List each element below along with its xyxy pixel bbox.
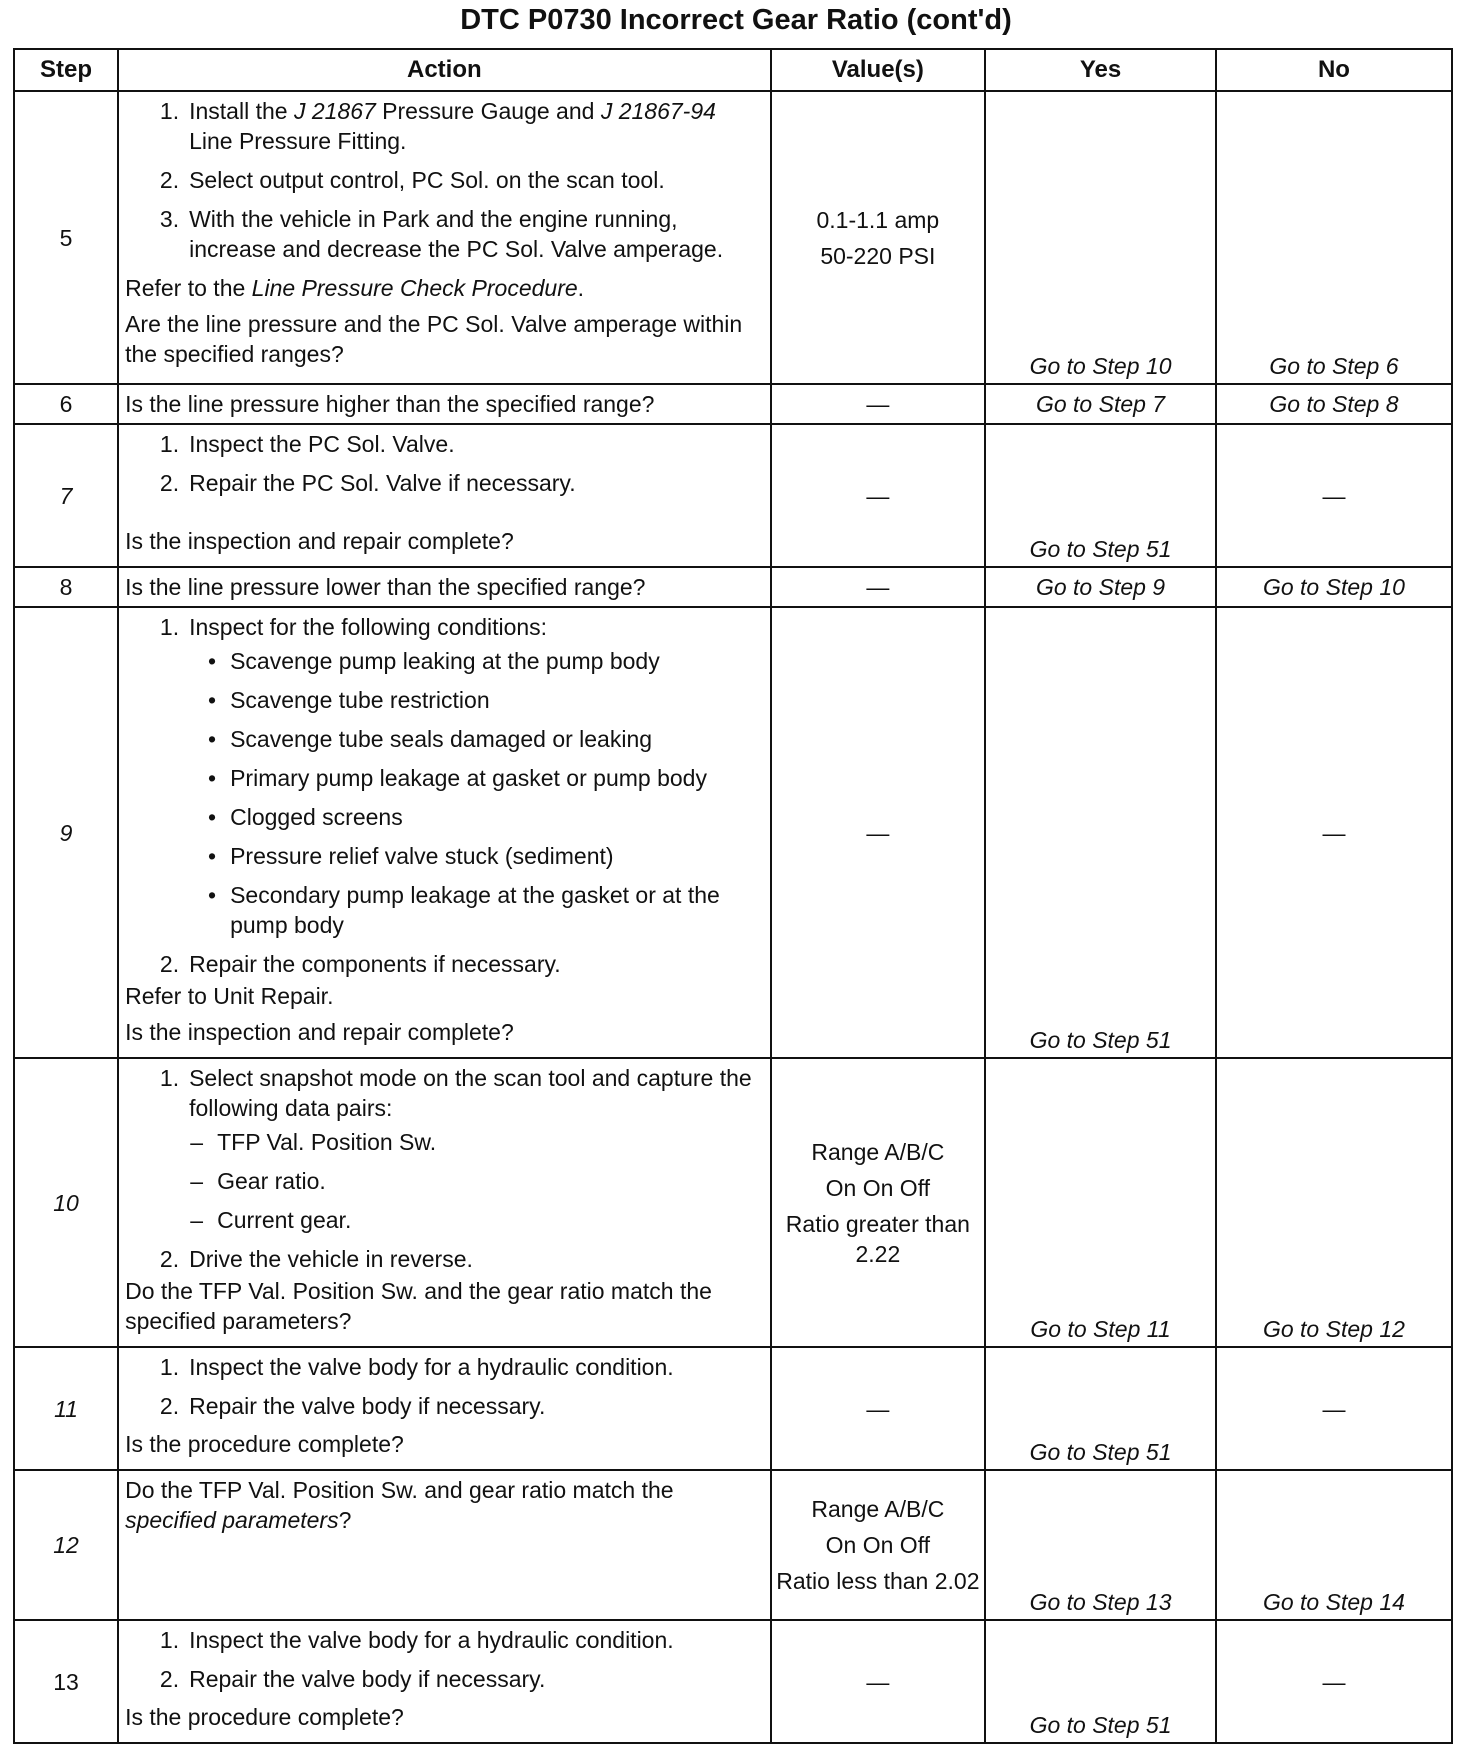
question-text: Are the line pressure and the PC Sol. Valve amperage within the specified ranges? [125, 311, 743, 367]
step-number: 11 [14, 1347, 118, 1470]
action-cell [118, 91, 770, 384]
list-item: 1. Inspect the valve body for a hydraulic condition. [159, 1354, 674, 1380]
action-cell [118, 1347, 770, 1470]
question-text: Is the line pressure higher than the specified range? [118, 384, 770, 424]
question-text: Is the inspection and repair complete? [125, 1019, 514, 1045]
value-text: 50-220 PSI [820, 242, 936, 269]
value-cell: Range A/B/C On On Off Ratio greater than 2.22 [771, 1058, 986, 1347]
value-cell: Range A/B/C On On Off Ratio less than 2.02 [771, 1470, 986, 1620]
numbered-list [125, 1352, 763, 1421]
no-cell: — [1216, 424, 1452, 567]
list-item: • Clogged screens [208, 804, 403, 830]
list-item: • Primary pump leakage at gasket or pump body [208, 765, 707, 791]
list-item: • Pressure relief valve stuck (sediment) [208, 843, 614, 869]
question-text: Do the TFP Val. Position Sw. and the gear ratio match the specified parameters? [125, 1278, 712, 1334]
step-number: 10 [14, 1058, 118, 1347]
action-cell [118, 607, 770, 1058]
header-action: Action [118, 49, 770, 91]
action-cell [118, 1470, 770, 1620]
dash-list [125, 1127, 763, 1235]
table-row [14, 567, 1452, 607]
header-row [14, 49, 1452, 91]
value-cell: — [771, 1347, 986, 1470]
no-cell: — [1216, 1347, 1452, 1470]
list-item: 2. Repair the valve body if necessary. [159, 1666, 546, 1692]
table-row [14, 1470, 1452, 1620]
yes-cell: Go to Step 51 [985, 607, 1216, 1058]
yes-cell: Go to Step 9 [985, 567, 1216, 607]
yes-cell: Go to Step 51 [985, 1620, 1216, 1743]
list-item: • Scavenge tube restriction [208, 687, 490, 713]
table-row [14, 1058, 1452, 1347]
list-item: • Secondary pump leakage at the gasket or at the pump body [208, 882, 720, 938]
yes-cell: Go to Step 10 [985, 91, 1216, 384]
numbered-list [125, 1244, 763, 1274]
question-text: Is the procedure complete? [125, 1431, 404, 1457]
page-title: DTC P0730 Incorrect Gear Ratio (cont'd) [460, 4, 1012, 36]
step-number: 13 [14, 1620, 118, 1743]
no-cell: Go to Step 14 [1216, 1470, 1452, 1620]
step-number: 8 [14, 567, 118, 607]
step-number: 9 [14, 607, 118, 1058]
step-number: 5 [14, 91, 118, 384]
list-item: 2. Repair the PC Sol. Valve if necessary. [159, 470, 576, 496]
no-cell: — [1216, 1620, 1452, 1743]
table-row [14, 424, 1452, 567]
list-item: – Gear ratio. [190, 1168, 326, 1194]
value-cell: — [771, 607, 986, 1058]
no-cell: Go to Step 12 [1216, 1058, 1452, 1347]
yes-cell: Go to Step 51 [985, 1347, 1216, 1470]
step-number: 7 [14, 424, 118, 567]
no-cell: Go to Step 8 [1216, 384, 1452, 424]
yes-cell: Go to Step 51 [985, 424, 1216, 567]
diagnostic-table [13, 48, 1453, 1744]
table-row [14, 607, 1452, 1058]
numbered-list [125, 949, 763, 979]
list-item: 1. Inspect for the following conditions: [159, 614, 548, 640]
table-row [14, 1347, 1452, 1470]
list-item: • Scavenge pump leaking at the pump body [208, 648, 660, 674]
list-item: 2. Repair the valve body if necessary. [159, 1393, 546, 1419]
list-item: • Scavenge tube seals damaged or leaking [208, 726, 653, 752]
value-cell: — [771, 384, 986, 424]
header-step: Step [14, 49, 118, 91]
action-cell [118, 1620, 770, 1743]
list-item: 2. Drive the vehicle in reverse. [159, 1246, 473, 1272]
no-cell: — [1216, 607, 1452, 1058]
question-text: Is the inspection and repair complete? [125, 528, 514, 554]
table-row [14, 91, 1452, 384]
refer-text: Refer to the Line Pressure Check Procedure. [125, 275, 585, 301]
step-number: 6 [14, 384, 118, 424]
header-yes: Yes [985, 49, 1216, 91]
list-item: 2. Select output control, PC Sol. on the scan tool. [159, 167, 665, 193]
list-item: 3. With the vehicle in Park and the engine running, increase and decrease the PC Sol. Valve amperage. [159, 206, 724, 262]
header-no: No [1216, 49, 1452, 91]
list-item: – Current gear. [190, 1207, 352, 1233]
question-text: Do the TFP Val. Position Sw. and gear ratio match the specified parameters? [125, 1477, 674, 1533]
value-cell: — [771, 424, 986, 567]
table-row [14, 384, 1452, 424]
value-cell: — [771, 1620, 986, 1743]
question-text: Is the procedure complete? [125, 1704, 404, 1730]
list-item: 1. Inspect the PC Sol. Valve. [159, 431, 455, 457]
action-cell [118, 1058, 770, 1347]
question-text: Is the line pressure lower than the specified range? [118, 567, 770, 607]
list-item: 1. Inspect the valve body for a hydraulic condition. [159, 1627, 674, 1653]
yes-cell: Go to Step 11 [985, 1058, 1216, 1347]
value-cell: — [771, 567, 986, 607]
numbered-list [125, 1063, 763, 1123]
bullet-list [125, 646, 763, 940]
list-item: – TFP Val. Position Sw. [190, 1129, 437, 1155]
numbered-list [125, 612, 763, 642]
yes-cell: Go to Step 13 [985, 1470, 1216, 1620]
header-values: Value(s) [771, 49, 986, 91]
list-item: 2. Repair the components if necessary. [159, 951, 561, 977]
value-text: 0.1-1.1 amp [816, 206, 940, 233]
action-cell [118, 424, 770, 567]
yes-cell: Go to Step 7 [985, 384, 1216, 424]
step-number: 12 [14, 1470, 118, 1620]
refer-text: Refer to Unit Repair. [125, 983, 334, 1009]
no-cell: Go to Step 6 [1216, 91, 1452, 384]
numbered-list [125, 1625, 763, 1694]
numbered-list [125, 96, 763, 264]
list-item: 1. Install the J 21867 Pressure Gauge and J 21867-94 Line Pressure Fitting. [159, 98, 716, 154]
table-row [14, 1620, 1452, 1743]
no-cell: Go to Step 10 [1216, 567, 1452, 607]
list-item: 1. Select snapshot mode on the scan tool and capture the following data pairs: [159, 1065, 752, 1121]
value-cell [771, 91, 986, 384]
numbered-list [125, 429, 763, 498]
